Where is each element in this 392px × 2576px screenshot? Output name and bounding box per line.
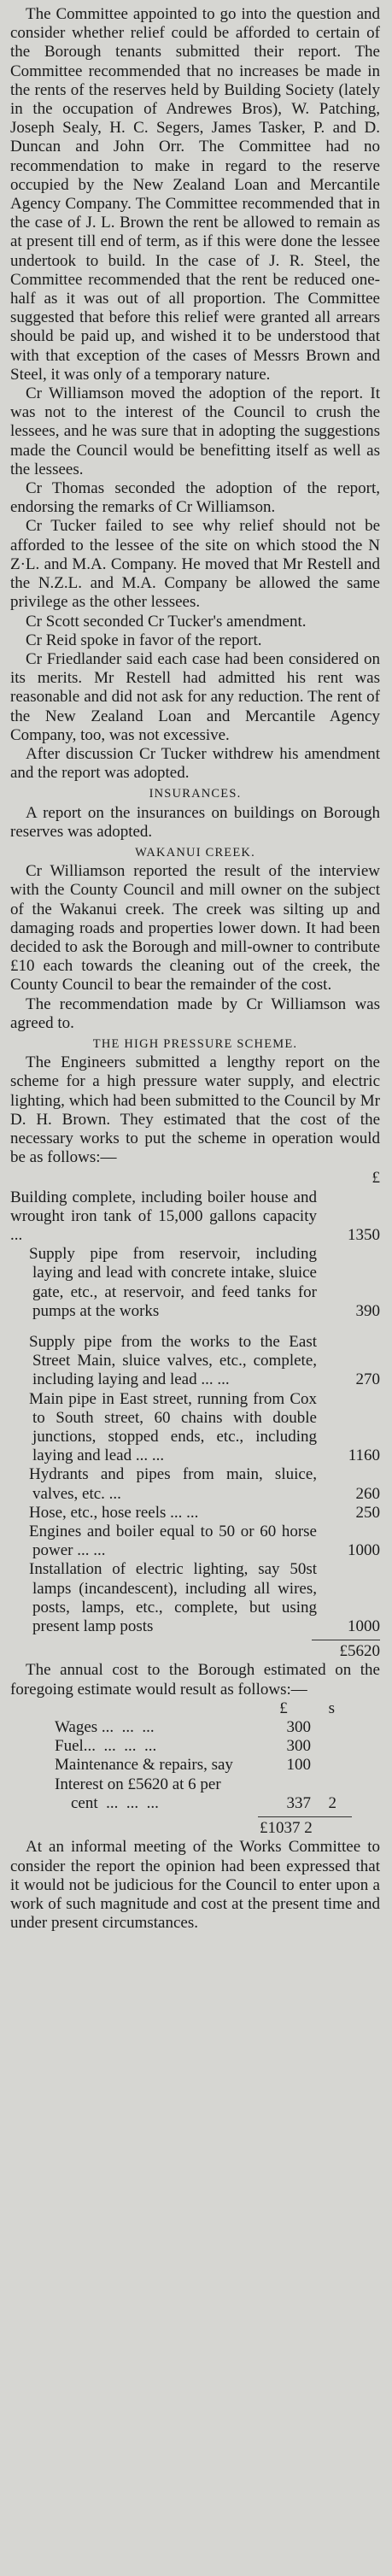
cost-pounds: 337 — [286, 1793, 311, 1812]
currency-header: £ — [372, 1169, 380, 1188]
engineers-report-paragraph: The Engineers submitted a lengthy report on the scheme for a high pressure water supply, and electric lighting, which had been submitted to the Council by Mr D. H. Brown. They estimated that the cost of the necessary works to put the scheme in operation would be as follows:— — [10, 1053, 380, 1167]
friedlander-paragraph: Cr Friedlander said each case had been considered on its merits. Mr Restell had admitted his rent was reasonable and did not ask for any reduction. The rent of the New Zealand Loan and Mercantile Agency Company, too, was not excessive. — [10, 649, 380, 744]
annual-cost-row — [10, 1794, 380, 1813]
cost-label: Maintenance & repairs, say — [55, 1756, 233, 1775]
cost-shillings — [311, 1756, 336, 1775]
estimate-item-text: Supply pipe from the works to the East Street Main, sluice valves, etc., complete, including laying and lead ... ... — [29, 1333, 317, 1389]
thomas-seconded-paragraph: Cr Thomas seconded the adoption of the report, endorsing the remarks of Cr Williamson. — [10, 479, 380, 517]
estimate-item-text: Hydrants and pipes from main, sluice, valves, etc. ... — [29, 1465, 317, 1503]
cost-shillings — [311, 1737, 336, 1756]
committee-report-paragraph: The Committee appointed to go into the question and consider whether relief could be afforded to certain of the Borough tenants submitted their report. The Committee recommended that no increases be made in the rents of the reserves held by Building Society (lately in the occupation of Andrewes Bros), W. Patching, Joseph Sealy, H. C. Segers, James Tasker, P. and D. Duncan and John Orr. The Committee had no recommendation to make in regard to the reserve occupied by the New Zealand Loan and Mercantile Agency Company. The Committee recommended that in the case of J. L. Brown the rent be allowed to remain as at present till end of term, as if this were done the lessee undertook to build. In the case of J. R. Steel, the Committee recommended that the rent be reduced one-half as it was out of all proportion. The Committee suggested that before this relief were granted all arrears should be paid up, and wished it to be understood that with that exception of the cases of Messrs Brown and Steel, it was only of a temporary nature. — [10, 5, 380, 384]
cost-label: Interest on £5620 at 6 per — [55, 1775, 221, 1793]
estimate-item-amount: 1160 — [348, 1446, 380, 1465]
report-adopted-paragraph: After discussion Cr Tucker withdrew his amendment and the report was adopted. — [10, 744, 380, 783]
estimate-row — [10, 1504, 380, 1523]
estimate-row — [10, 1333, 380, 1390]
estimate-item-text: Building complete, including boiler house and wrought iron tank of 15,000 gallons capacity ... — [10, 1188, 317, 1244]
cost-label: Fuel... ... ... ... — [55, 1737, 157, 1756]
estimate-row — [10, 1245, 380, 1321]
estimate-item-text: Hose, etc., hose reels ... ... — [29, 1503, 199, 1522]
annual-cost-row — [10, 1737, 380, 1756]
estimate-item-text: Installation of electric lighting, say 50st lamps (incandescent), including all wires, posts, lamps, etc., complete, but using present lamp posts — [29, 1560, 317, 1636]
cost-shillings: 2 — [328, 1793, 336, 1812]
cost-pounds: 100 — [286, 1756, 311, 1775]
annual-total-rule — [258, 1816, 352, 1817]
estimate-item-amount: 260 — [355, 1484, 380, 1503]
section-heading-wakanui-creek: WAKANUI CREEK. — [135, 845, 255, 860]
section-heading-insurances: INSURANCES. — [149, 787, 242, 801]
annual-cost-header — [10, 1699, 380, 1718]
williamson-motion-paragraph: Cr Williamson moved the adoption of the report. It was not to the interest of the Council to crush the lessees, and he was sure that in adopting the suggestions made the Council would be benefitting itself as well as the lessees. — [10, 384, 380, 478]
estimate-item-amount: 1000 — [348, 1617, 380, 1636]
cost-pounds: 300 — [286, 1737, 311, 1756]
cost-shillings — [311, 1718, 336, 1737]
cost-label: Wages ... ... ... — [55, 1718, 155, 1737]
reid-paragraph: Cr Reid spoke in favor of the report. — [26, 631, 262, 649]
estimate-row — [10, 1523, 380, 1560]
annual-cost-paragraph: The annual cost to the Borough estimated on the foregoing estimate would result as follows:— — [10, 1661, 380, 1699]
estimate-item-amount: 390 — [355, 1301, 380, 1320]
cost-label: cent ... ... ... — [55, 1793, 159, 1812]
estimate-item-amount: 270 — [355, 1370, 380, 1389]
annual-cost-total: £1037 2 — [260, 1819, 313, 1838]
estimate-item-text: Engines and boiler equal to 50 or 60 horse power ... ... — [29, 1523, 317, 1560]
estimate-item-amount: 1350 — [348, 1226, 380, 1244]
annual-cost-table — [10, 1699, 380, 1838]
estimate-item-amount: 1000 — [348, 1541, 380, 1560]
wakanui-agreed-paragraph: The recommendation made by Cr Williamson was agreed to. — [10, 995, 380, 1032]
cost-estimate-table — [10, 1169, 380, 1661]
cost-shillings — [311, 1775, 336, 1794]
cost-pounds — [260, 1775, 311, 1794]
estimate-row — [10, 1465, 380, 1503]
pounds-column-header: £ — [279, 1699, 288, 1717]
annual-cost-row — [10, 1775, 380, 1794]
estimate-item-text: Main pipe in East street, running from Cox to South street, 60 chains with double junctions, stopped ends, etc., including laying and lead ... ... — [29, 1389, 317, 1465]
annual-cost-row — [10, 1718, 380, 1737]
wakanui-report-paragraph: Cr Williamson reported the result of the interview with the County Council and mill owner on the subject of the Wakanui creek. The creek was silting up and damaging roads and properties lower down. It had been decided to ask the Borough and mill-owner to contribute £10 each towards the cleaning out of the creek, the County Council to bear the remainder of the cost. — [10, 862, 380, 995]
scott-seconded-paragraph: Cr Scott seconded Cr Tucker's amendment. — [26, 612, 307, 631]
estimate-row — [10, 1390, 380, 1466]
estimate-total: £5620 — [339, 1642, 380, 1661]
tucker-amendment-paragraph: Cr Tucker failed to see why relief should not be afforded to the lessee of the site on which stood the N Z·L. and M.A. Company. He moved that Mr Restell and the N.Z.L. and M.A. Company be allowed the same privilege as the other lessees. — [10, 517, 380, 612]
estimate-row — [10, 1188, 380, 1246]
insurances-paragraph: A report on the insurances on buildings on Borough reserves was adopted. — [10, 803, 380, 841]
shillings-column-header: s — [328, 1699, 335, 1717]
cost-pounds: 300 — [286, 1718, 311, 1737]
estimate-item-amount: 250 — [355, 1503, 380, 1522]
annual-cost-row — [10, 1756, 380, 1775]
estimate-item-text: Supply pipe from reservoir, including laying and lead with concrete intake, sluice gate, etc., at reservoir, and feed tanks for pumps at the works — [29, 1245, 317, 1320]
works-committee-paragraph: At an informal meeting of the Works Committee to consider the report the opinion had been expressed that it would not be judicious for the Council to enter upon a work of such magnitude and cost at the present time and under present circumstances. — [10, 1838, 380, 1933]
section-heading-high-pressure-scheme: THE HIGH PRESSURE SCHEME. — [92, 1036, 298, 1051]
estimate-row — [10, 1560, 380, 1636]
